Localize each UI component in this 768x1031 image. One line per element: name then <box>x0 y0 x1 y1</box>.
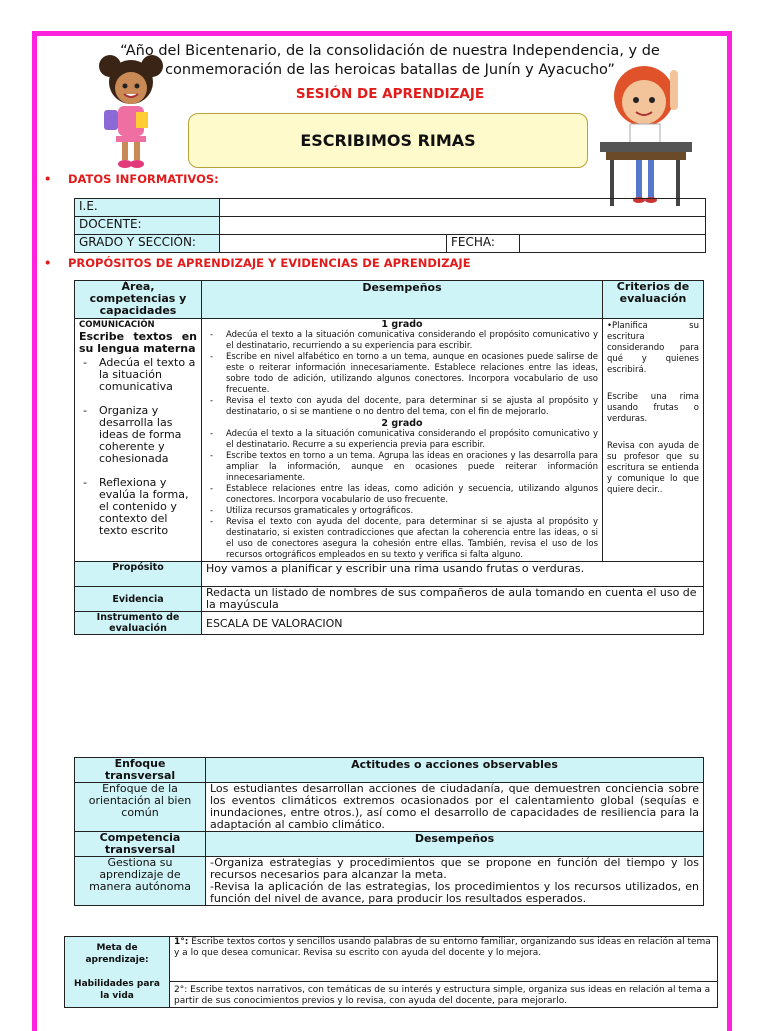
list-item: - Establece relaciones entre las ideas, como adición y secuencia, utilizando algunos conectores. Incorpora vocabulario de uso frecuente. <box>226 484 598 506</box>
list-item: - Revisa el texto con ayuda del docente, para determinar si se ajusta al propósito y destinatario, o si se mantiene o no dentro del tema, con el fin de mejorarlo. <box>226 396 598 418</box>
header-motto <box>90 42 690 80</box>
header-actitudes: Actitudes o acciones observables <box>206 758 704 783</box>
transversal-table <box>74 757 704 906</box>
grade2-title: 2 grado <box>381 418 423 429</box>
info-table <box>74 198 706 253</box>
desempenos-transversal-cell <box>206 857 704 906</box>
fecha-value[interactable] <box>520 235 706 253</box>
grade1-title: 1 grado <box>381 319 423 330</box>
meta-table <box>64 936 718 1008</box>
competency-name: Escribe textos en su lengua materna <box>79 330 197 355</box>
desempeno-item: -Revisa la aplicación de las estrategias, los procedimientos y los recursos utilizados, en función del nivel de avance, para producir los resultados esperados. <box>210 880 699 905</box>
performance-cell <box>202 319 603 562</box>
student-at-desk-illustration <box>596 60 692 210</box>
criterion: Escribe una rima usando frutas o verduras. <box>607 392 699 424</box>
list-item: - Reflexiona y evalúa la forma, el contenido y contexto del texto escrito <box>99 477 197 537</box>
ie-value[interactable] <box>220 199 706 217</box>
docente-value[interactable] <box>220 217 706 235</box>
competencia-value: Gestiona su aprendizaje de manera autónoma <box>75 857 206 906</box>
ie-label: I.E. <box>75 199 220 217</box>
list-item: - Revisa el texto con ayuda del docente, para determinar si se ajusta al propósito y destinatario, si existen contradicciones que afectan la coherencia entre las ideas, o si el uso de conectores asegura la cohesión entre ellas. También, revisa el uso de los recursos ortográficos empleados en su texto y verifica si falta alguno. <box>226 517 598 561</box>
meta-label: Meta de aprendizaje: <box>85 943 149 965</box>
header-desempenos: Desempeños <box>202 281 603 319</box>
evidencia-value: Redacta un listado de nombres de sus compañeros de aula tomando en cuenta el uso de la mayúscula <box>202 587 704 612</box>
actitudes-value: Los estudiantes desarrollan acciones de ciudadanía, que demuestren conciencia sobre los eventos climáticos extremos ocasionados por el calentamiento global (sequías e inundaciones, entre otros.), así como el desarrollo de capacidades de resiliencia para la adaptación al cambio climático. <box>206 783 704 832</box>
meta2-cell <box>170 982 718 1008</box>
evidencia-label: Evidencia <box>75 587 202 612</box>
desempeno-item: -Organiza estrategias y procedimientos que se propone en función del tiempo y los recursos necesarios para alcanzar la meta. <box>210 856 699 881</box>
competency-cell <box>75 319 202 562</box>
meta1-text: Escribe textos cortos y sencillos usando palabras de su entorno familiar, organizando sus ideas en relación al tema y a lo que desea comunicar. Revisa su escrito con ayuda del docente y lo mejora. <box>174 937 711 958</box>
meta-labels-cell <box>65 937 170 1008</box>
criteria-cell <box>603 319 704 562</box>
list-item: - Organiza y desarrolla las ideas de forma coherente y cohesionada <box>99 405 197 465</box>
criterion: Revisa con ayuda de su profesor que su escritura se entienda y comunique lo que quiere decir.. <box>607 441 699 495</box>
session-title: ESCRIBIMOS RIMAS <box>300 131 476 150</box>
grado-label: GRADO Y SECCIÓN: <box>75 235 220 253</box>
motto-line-1: “Año del Bicentenario, de la consolidación de nuestra Independencia, y de <box>120 43 660 59</box>
grado-value[interactable] <box>220 235 447 253</box>
header-desempenos-transversal: Desempeños <box>206 832 704 857</box>
instrumento-label: Instrumento de evaluación <box>75 612 202 635</box>
area-tag: COMUNICACIÓN <box>79 320 155 330</box>
header-enfoque: Enfoque transversal <box>75 758 206 783</box>
habilidades-label: Habilidades para la vida <box>74 979 160 1001</box>
list-item: - Utiliza recursos gramaticales y ortográficos. <box>226 506 598 517</box>
section-datos-informativos: • DATOS INFORMATIVOS: <box>44 172 219 186</box>
grade2-list <box>206 429 598 561</box>
list-item: - Adecúa el texto a la situación comunicativa considerando el propósito comunicativo y el destinatario. Recurre a su experiencia previa para escribir. <box>226 429 598 451</box>
list-item: - Escribe en nivel alfabético en torno a un tema, aunque en ocasiones puede salirse de este o reiterar información innecesariamente. Establece relaciones entre las ideas, sobre todo de adición, utilizando algunos conectores. Incorpora vocabulario de uso frecuente. <box>226 352 598 396</box>
meta1-number: 1°: <box>174 937 189 947</box>
capacities-list <box>79 357 197 537</box>
session-title-box <box>188 113 588 168</box>
meta2-text: Escribe textos narrativos, con temáticas de su interés y estructura simple, organiza sus ideas en relación al tema a partir de sus conocimientos previos y lo revisa, con ayuda del docente, para mejorarlo. <box>174 985 711 1006</box>
list-item: - Adecúa el texto a la situación comunicativa considerando el propósito comunicativo y el destinatario, recurriendo a su experiencia para escribir. <box>226 330 598 352</box>
section-propositos: • PROPÓSITOS DE APRENDIZAJE Y EVIDENCIAS DE APRENDIZAJE <box>44 256 471 270</box>
instrumento-value: ESCALA DE VALORACION <box>202 612 704 635</box>
docente-label: DOCENTE: <box>75 217 220 235</box>
purposes-table <box>74 280 704 635</box>
meta2-number: 2°: <box>174 985 188 995</box>
motto-line-2: conmemoración de las heroicas batallas de Junín y Ayacucho” <box>165 62 615 78</box>
list-item: - Adecúa el texto a la situación comunicativa <box>99 357 197 393</box>
criterion: •Planifica su escritura considerando para qué y quienes escribirá. <box>607 321 699 375</box>
header-competencia: Competencia transversal <box>75 832 206 857</box>
session-heading: SESIÓN DE APRENDIZAJE <box>295 86 485 102</box>
header-area: Área, competencias y capacidades <box>75 281 202 319</box>
list-item: - Escribe textos en torno a un tema. Agrupa las ideas en oraciones y las desarrolla para ampliar la información, aunque en ocasiones puede reiterar información innecesariamente. <box>226 451 598 484</box>
grade1-list <box>206 330 598 418</box>
proposito-label: Propósito <box>75 562 202 587</box>
enfoque-value: Enfoque de la orientación al bien común <box>75 783 206 832</box>
header-criterios: Criterios de evaluación <box>603 281 704 319</box>
fecha-label: FECHA: <box>447 235 520 253</box>
meta1-cell <box>170 937 718 982</box>
proposito-value: Hoy vamos a planificar y escribir una rima usando frutas o verduras. <box>202 562 704 587</box>
